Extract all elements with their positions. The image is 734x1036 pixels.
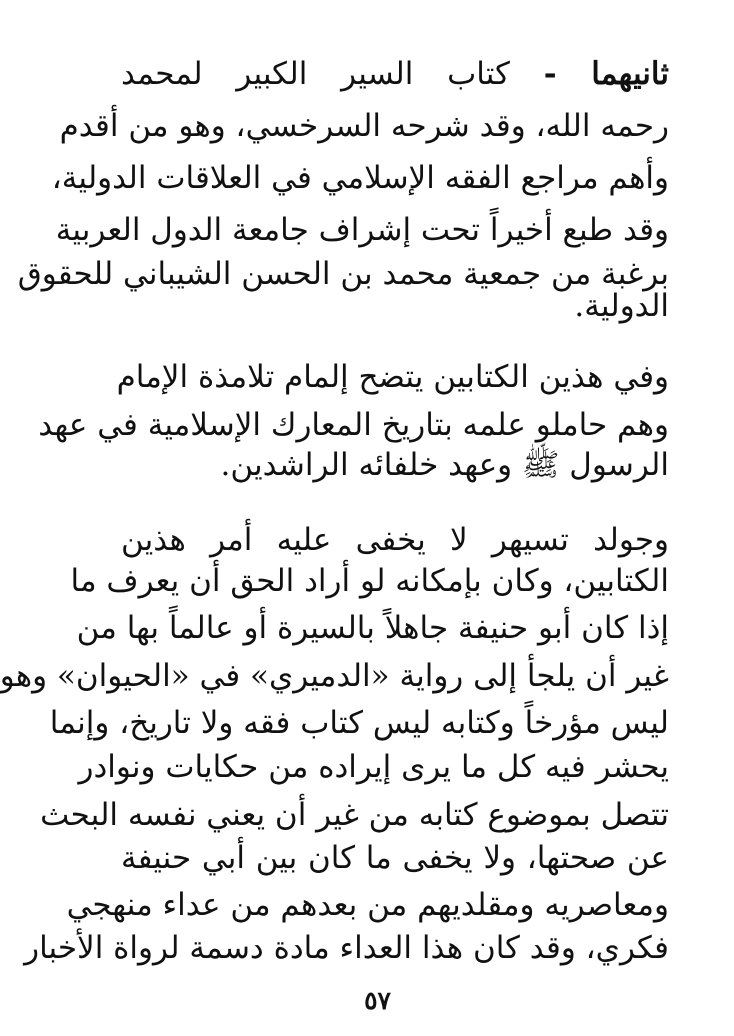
paragraph-1-line-4: وقد طبع أخيراً تحت إشراف جامعة الدول العربية bbox=[55, 212, 669, 248]
paragraph-3-line-9: ومعاصريه ومقلديهم من بعدهم من عداء منهجي bbox=[66, 887, 669, 923]
paragraph-3-line-3: إذا كان أبو حنيفة جاهلاً بالسيرة أو عالماً بها من bbox=[76, 610, 669, 646]
paragraph-1-line-1 bbox=[121, 54, 669, 94]
paragraph-2-line-3: الرسول ﷺ وعهد خلفائه الراشدين. bbox=[220, 447, 669, 483]
paragraph-3-line-6: يحشر فيه كل ما يرى إيراده من حكايات ونوادر bbox=[78, 749, 669, 785]
paragraph-3-line-4: غير أن يلجأ إلى رواية «الدميري» في «الحيوان» وهو bbox=[0, 658, 669, 694]
paragraph-3-line-8: عن صحتها، ولا يخفى ما كان بين أبي حنيفة bbox=[121, 840, 669, 876]
paragraph-lead-word: ثانيهما - bbox=[543, 56, 670, 92]
paragraph-1-line-2: رحمه الله، وقد شرحه السرخسي، وهو من أقدم bbox=[59, 108, 669, 144]
paragraph-3-line-7: تتصل بموضوع كتابه من غير أن يعني نفسه البحث bbox=[40, 797, 669, 833]
paragraph-2-line-2: وهم حاملو علمه بتاريخ المعارك الإسلامية في عهد bbox=[38, 407, 669, 443]
paragraph-1-line-3: وأهم مراجع الفقه الإسلامي في العلاقات الدولية، bbox=[51, 160, 669, 196]
paragraph-2-line-1: وفي هذين الكتابين يتضح إلمام تلامذة الإمام bbox=[116, 359, 669, 395]
paragraph-1-line-1-text: كتاب السير الكبير لمحمد bbox=[121, 56, 510, 92]
page-number: ٥٧ bbox=[364, 986, 391, 1015]
paragraph-3-line-5: ليس مؤرخاً وكتابه ليس كتاب فقه ولا تاريخ، وإنما bbox=[49, 705, 669, 741]
paragraph-3-line-2: الكتابين، وكان بإمكانه لو أراد الحق أن يعرف ما bbox=[70, 563, 669, 599]
paragraph-3-line-1: وجولد تسيهر لا يخفى عليه أمر هذين bbox=[121, 522, 669, 558]
paragraph-1-line-5: برغبة من جمعية محمد بن الحسن الشيباني للحقوق bbox=[17, 256, 669, 292]
paragraph-1-line-6: الدولية. bbox=[574, 288, 669, 324]
paragraph-3-line-10: فكري، وقد كان هذا العداء مادة دسمة لرواة الأخبار bbox=[24, 930, 669, 966]
